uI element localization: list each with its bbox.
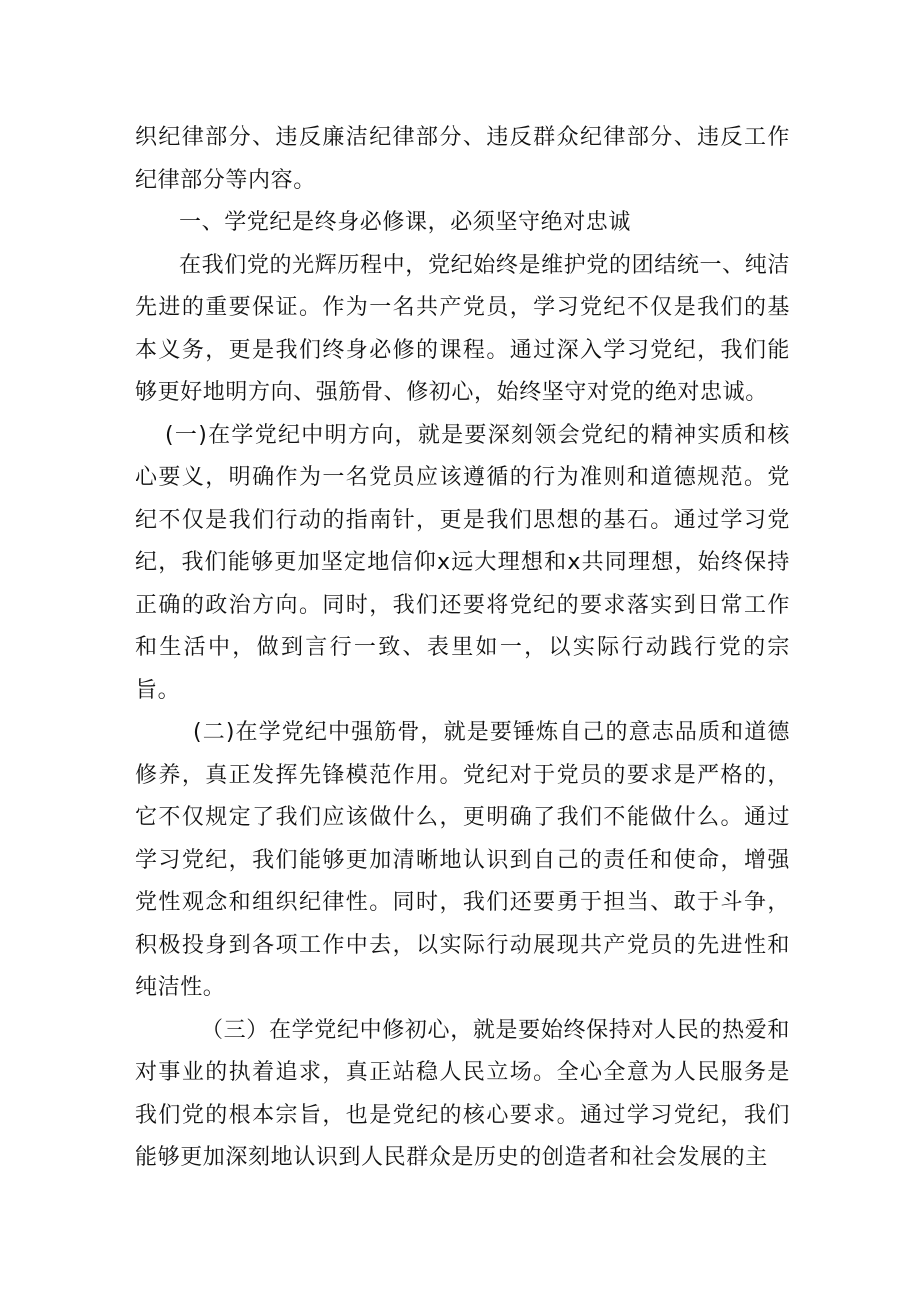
subsection-3-paragraph: （三）在学党纪中修初心，就是要始终保持对人民的热爱和对事业的执着追求，真正站稳人民立场。全心全意为人民服务是我们党的根本宗旨，也是党纪的核心要求。通过学习党纪，我们能够更加深刻地认识到人民群众是历史的创造者和社会发展的主 <box>135 1017 790 1170</box>
intro-paragraph: 在我们党的光辉历程中，党纪始终是维护党的团结统一、纯洁先进的重要保证。作为一名共产党员，学习党纪不仅是我们的基本义务，更是我们终身必修的课程。通过深入学习党纪，我们能够更好地明方向、强筋骨、修初心，始终坚守对党的绝对忠诚。 <box>135 252 790 405</box>
section-heading: 一、学党纪是终身必修课，必须坚守绝对忠诚 <box>179 210 632 235</box>
subsection-2-paragraph: (二)在学党纪中强筋骨，就是要锤炼自己的意志品质和道德修养，真正发挥先锋模范作用。党纪对于党员的要求是严格的，它不仅规定了我们应该做什么，更明确了我们不能做什么。通过学习党纪，我们能够更加清晰地认识到自己的责任和使命，增强党性观念和组织纪律性。同时，我们还要勇于担当、敢于斗争，积极投身到各项工作中去，以实际行动展现共产党员的先进性和纯洁性。 <box>135 720 790 1000</box>
continuation-paragraph: 织纪律部分、违反廉洁纪律部分、违反群众纪律部分、违反工作纪律部分等内容。 <box>135 125 790 193</box>
document-body <box>135 117 790 1180</box>
subsection-1-paragraph: (一)在学党纪中明方向，就是要深刻领会党纪的精神实质和核心要义，明确作为一名党员应该遵循的行为准则和道德规范。党纪不仅是我们行动的指南针，更是我们思想的基石。通过学习党纪，我们能够更加坚定地信仰x远大理想和x共同理想，始终保持正确的政治方向。同时，我们还要将党纪的要求落实到日常工作和生活中，做到言行一致、表里如一，以实际行动践行党的宗旨。 <box>135 422 790 703</box>
